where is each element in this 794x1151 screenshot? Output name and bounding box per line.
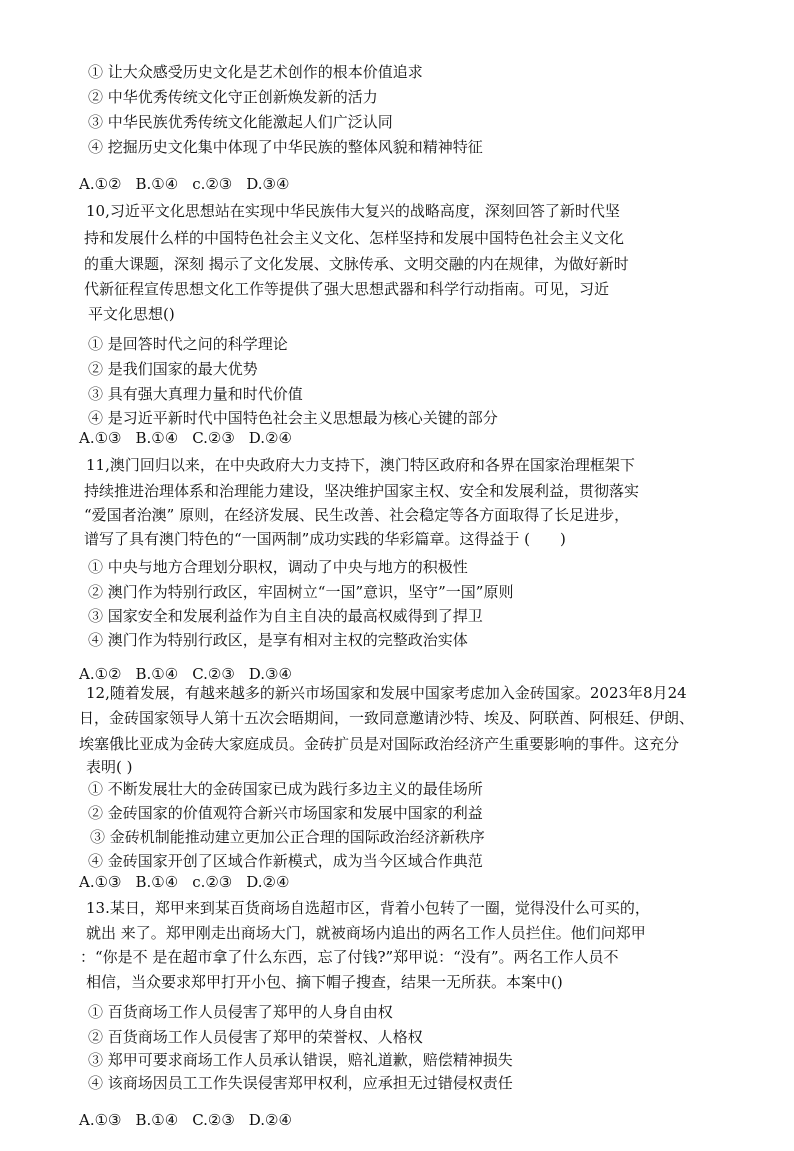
- q10-stem-line-4: 代新征程宣传思想文化工作等提供了强大思想武器和科学行动指南。可见，习近: [84, 280, 610, 298]
- q11-answer-c: C.②③: [192, 665, 235, 683]
- q11-stem-line-4: 谱写了具有澳门特色的“一国两制”成功实践的华彩篇章。这得益于 ( ): [84, 530, 566, 548]
- q10-answer-b: B.①④: [135, 429, 179, 447]
- q10-answer-choices: [79, 428, 292, 448]
- q12-answer-d: D.②④: [246, 873, 290, 891]
- q12-option-3: ③ 金砖机制能推动建立更加公正合理的国际政治经济新秩序: [90, 828, 485, 846]
- q13-stem-line-3: ：“你是不 是在超市拿了什么东西，忘了付钱?”郑甲说：“没有”。两名工作人员不: [80, 948, 619, 966]
- q10-option-3: ③ 具有强大真理力量和时代价值: [88, 385, 303, 403]
- q9-option-1: ① 让大众感受历史文化是艺术创作的根本价值追求: [88, 63, 423, 81]
- q11-answer-choices: [79, 664, 292, 684]
- q11-answer-b: B.①④: [135, 665, 179, 683]
- q12-answer-b: B.①④: [135, 873, 179, 891]
- q11-option-1: ① 中央与地方合理划分职权，调动了中央与地方的积极性: [88, 558, 468, 576]
- q12-option-2: ② 金砖国家的价值观符合新兴市场国家和发展中国家的利益: [88, 804, 483, 822]
- q10-answer-d: D.②④: [248, 429, 292, 447]
- q9-option-2: ② 中华优秀传统文化守正创新焕发新的活力: [88, 88, 378, 106]
- q13-option-4: ④ 该商场因员工工作失误侵害郑甲权利，应承担无过错侵权责任: [88, 1074, 513, 1092]
- q13-option-2: ② 百货商场工作人员侵害了郑甲的荣誉权、人格权: [88, 1028, 423, 1046]
- q12-option-1: ① 不断发展壮大的金砖国家已成为践行多边主义的最佳场所: [88, 780, 483, 798]
- q13-answer-a: A.①③: [79, 1111, 122, 1129]
- q11-answer-a: A.①②: [79, 665, 122, 683]
- q13-stem-line-2: 就出 来了。郑甲刚走出商场大门，就被商场内追出的两名工作人员拦住。他们问郑甲: [86, 924, 646, 942]
- q10-stem-line-2: 持和发展什么样的中国特色社会主义文化、怎样坚持和发展中国特色社会主义文化: [84, 229, 625, 247]
- q11-option-3: ③ 国家安全和发展利益作为自主自决的最高权威得到了捍卫: [88, 607, 483, 625]
- q10-option-1: ① 是回答时代之问的科学理论: [88, 335, 288, 353]
- q13-answer-c: C.②③: [192, 1111, 235, 1129]
- q12-stem-line-1: 12,随着发展，有越来越多的新兴市场国家和发展中国家考虑加入金砖国家。2023年8月24: [86, 684, 687, 702]
- q10-stem-line-3: 的重大课题，深刻 揭示了文化发展、文脉传承、文明交融的内在规律，为做好新时: [84, 255, 629, 273]
- q11-option-4: ④ 澳门作为特别行政区，是享有相对主权的完整政治实体: [88, 631, 468, 649]
- q10-answer-c: C.②③: [192, 429, 235, 447]
- q11-answer-d: D.③④: [248, 665, 292, 683]
- q12-answer-choices: [79, 872, 289, 892]
- q13-answer-b: B.①④: [135, 1111, 179, 1129]
- q13-answer-choices: [79, 1110, 292, 1130]
- q9-answer-a: A.①②: [79, 175, 122, 193]
- q11-option-2: ② 澳门作为特别行政区，牢固树立“一国”意识，坚守”一国”原则: [88, 583, 514, 601]
- q10-stem-line-5: 平文化思想(): [88, 305, 175, 323]
- q12-stem-line-2: 日，金砖国家领导人第十五次会晤期间，一致同意邀请沙特、埃及、阿联酋、阿根廷、伊朗、: [79, 709, 695, 727]
- q12-answer-a: A.①③: [79, 873, 122, 891]
- q13-stem-line-4: 相信，当众要求郑甲打开小包、摘下帽子搜查，结果一无所获。本案中(): [86, 973, 563, 991]
- q12-option-4: ④ 金砖国家开创了区域合作新模式，成为当今区域合作典范: [88, 852, 483, 870]
- q9-answer-b: B.①④: [135, 175, 179, 193]
- q9-option-3: ③ 中华民族优秀传统文化能激起人们广泛认同: [88, 113, 393, 131]
- q10-option-2: ② 是我们国家的最大优势: [88, 360, 258, 378]
- q9-answer-d: D.③④: [246, 175, 290, 193]
- q13-option-3: ③ 郑甲可要求商场工作人员承认错误，赔礼道歉，赔偿精神损失: [88, 1051, 513, 1069]
- q12-stem-line-3: 埃塞俄比亚成为金砖大家庭成员。金砖扩员是对国际政治经济产生重要影响的事件。这充分: [79, 735, 680, 753]
- q10-option-4: ④ 是习近平新时代中国特色社会主义思想最为核心关键的部分: [88, 409, 498, 427]
- q12-stem-line-4: 表明( ): [86, 758, 133, 776]
- q10-stem-line-1: 10,习近平文化思想站在实现中华民族伟大复兴的战略高度，深刻回答了新时代坚: [86, 202, 620, 220]
- q11-stem-line-3: “爱国者治澳” 原则，在经济发展、民生改善、社会稳定等各方面取得了长足进步，: [84, 506, 630, 524]
- q13-answer-d: D.②④: [248, 1111, 292, 1129]
- q10-answer-a: A.①③: [79, 429, 122, 447]
- q11-stem-line-1: 11,澳门回归以来，在中央政府大力支持下，澳门特区政府和各界在国家治理框架下: [86, 456, 635, 474]
- q9-answer-choices: [79, 174, 289, 194]
- q13-option-1: ① 百货商场工作人员侵害了郑甲的人身自由权: [88, 1003, 393, 1021]
- q9-option-4: ④ 挖掘历史文化集中体现了中华民族的整体风貌和精神特征: [88, 138, 483, 156]
- q12-answer-c: c.②③: [192, 873, 233, 891]
- q9-answer-c: c.②③: [192, 175, 233, 193]
- q13-stem-line-1: 13.某日，郑甲来到某百货商场自选超市区，背着小包转了一圈，觉得没什么可买的，: [86, 899, 650, 917]
- q11-stem-line-2: 持续推进治理体系和治理能力建设，坚决维护国家主权、安全和发展利益，贯彻落实: [84, 482, 640, 500]
